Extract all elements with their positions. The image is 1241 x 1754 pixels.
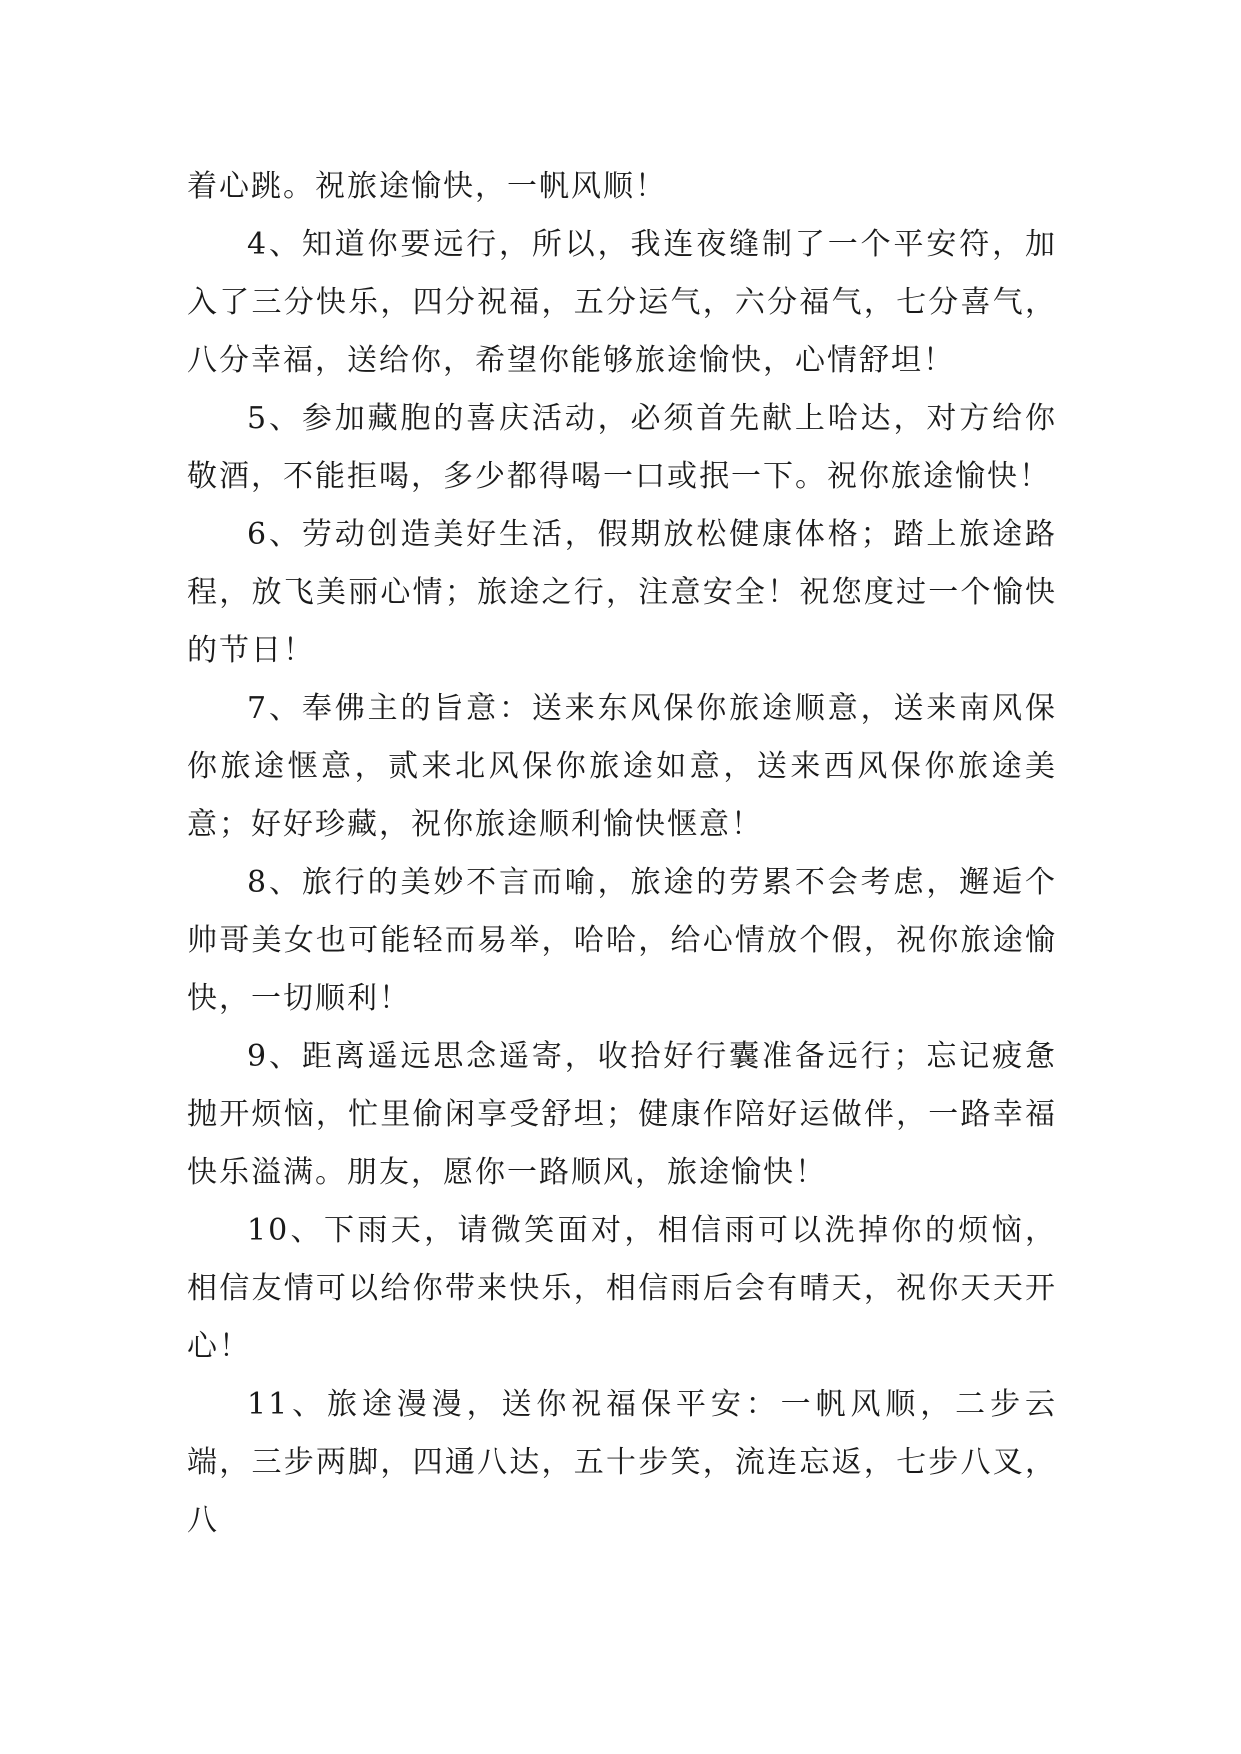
paragraph: 11、旅途漫漫，送你祝福保平安：一帆风顺，二步云端，三步两脚，四通八达，五十步笑，流连忘返，七步八叉，八 (187, 1387, 1057, 1538)
paragraph: 6、劳动创造美好生活，假期放松健康体格；踏上旅途路程，放飞美丽心情；旅途之行，注意安全！祝您度过一个愉快的节日！ (187, 517, 1057, 668)
paragraph: 4、知道你要远行，所以，我连夜缝制了一个平安符，加入了三分快乐，四分祝福，五分运气，六分福气，七分喜气，八分幸福，送给你，希望你能够旅途愉快，心情舒坦！ (187, 227, 1057, 378)
document-body (187, 158, 1057, 1550)
paragraph: 7、奉佛主的旨意：送来东风保你旅途顺意，送来南风保你旅途惬意，贰来北风保你旅途如意，送来西风保你旅途美意；好好珍藏，祝你旅途顺利愉快惬意！ (187, 691, 1057, 842)
paragraph: 10、下雨天，请微笑面对，相信雨可以洗掉你的烦恼，相信友情可以给你带来快乐，相信雨后会有晴天，祝你天天开心！ (187, 1213, 1057, 1364)
paragraph: 着心跳。祝旅途愉快，一帆风顺！ (187, 169, 667, 204)
paragraph: 8、旅行的美妙不言而喻，旅途的劳累不会考虑，邂逅个帅哥美女也可能轻而易举，哈哈，给心情放个假，祝你旅途愉快，一切顺利！ (187, 865, 1057, 1016)
paragraph: 5、参加藏胞的喜庆活动，必须首先献上哈达，对方给你敬酒，不能拒喝，多少都得喝一口或抿一下。祝你旅途愉快！ (187, 401, 1057, 494)
paragraph: 9、距离遥远思念遥寄，收拾好行囊准备远行；忘记疲惫抛开烦恼，忙里偷闲享受舒坦；健康作陪好运做伴，一路幸福快乐溢满。朋友，愿你一路顺风，旅途愉快！ (187, 1039, 1057, 1190)
